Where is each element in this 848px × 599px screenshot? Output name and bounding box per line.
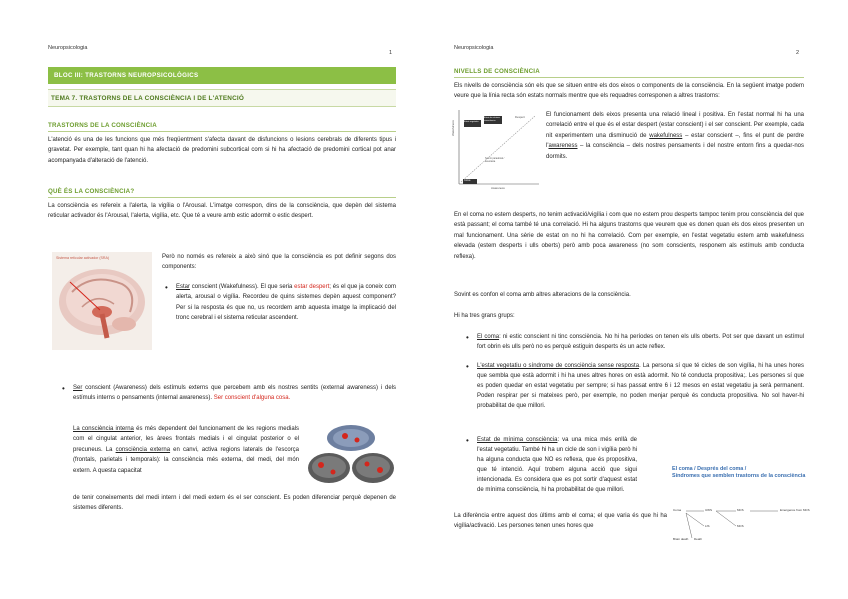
section-heading-trastorns: TRASTORNS DE LA CONSCIÈNCIA: [48, 122, 157, 129]
final-paragraph: La diferència entre aquest dos últims amb el coma; el que varia és que hi ha vigília/activació. Les persones tenen unes hores que: [454, 513, 667, 530]
red-highlight: Ser conscient d'alguna cosa.: [213, 395, 291, 402]
diagram-node: Emergence from MCS: [780, 508, 810, 512]
bullet-estar-conscient: Estar conscient (Wakefulness). El que seria estar despert; és el que ja coneix com alerta, arousal o vigília. Recordeu de quins sistemes depèn aquest component? Per si la resposta és que no, us recordem amb aquesta imatge la implicació del tronc cerebral i el sistema reticular ascendent.: [176, 284, 396, 322]
bullet-marker: •: [62, 384, 65, 393]
section-text-que-es: La consciència es refereix a l'alerta, la vigília o l'Arousal. L'imatge correspon, dins de la consciència, que depèn del sistema reticular activador és l'Arousal, l'alerta, vigília, etc. Que té a veure amb estic adormit o estic despert.: [48, 203, 396, 220]
nivells-intro: Els nivells de consciència són els que se situen entre els dos eixos o components de la consciència. En la següent imatge podem veure que la línia recta són estats normals mentre que els requadres corresponen a altres trastorns:: [454, 83, 804, 100]
diagram-node: MCS: [737, 524, 744, 528]
paragraph-final: de tenir coneixements del medi intern i del medi extern és el ser conscient. Es poden diferenciar perquè depenen de sistemes diferents.: [73, 495, 396, 512]
bloc-title-bar: BLOC III: TRASTORNS NEUROPSICOLÒGICS: [48, 67, 396, 84]
chart-box-vegetatiu: Estat vegetatiu: [464, 121, 479, 123]
coma-diagram-image: [670, 464, 848, 546]
grups-paragraph: Hi ha tres grans grups:: [454, 313, 515, 319]
diagram-node: Brain death: [673, 537, 689, 541]
section-text-trastorns: L'atenció és una de les funcions que més freqüentment s'afecta davant de disfuncions o lesions cerebrals de diferents tipus i gravetat. Per exemple, tant quan hi ha afectació de predomini subcortical com si hi ha afectació de predomini cortical pot anar acompanyada d'alteració de l'atenció.: [48, 137, 396, 164]
bullet-marker: •: [165, 283, 168, 292]
section-rule: [454, 77, 804, 78]
bullet-ser-conscient: Ser conscient (Awareness) dels estímuls externs que percebem amb els nostres sentits (external awareness) i dels estímuls interns o pensaments (internal awareness). Ser conscient d'alguna cosa.: [73, 385, 396, 402]
brain-sagittal-image: [52, 252, 152, 350]
running-header: Neuropsicologia: [454, 45, 494, 51]
chart-box-minima: Estat de mínima consciència: [484, 117, 500, 122]
chart-label-somni: Somni paradoxal / anestèsia: [485, 157, 505, 163]
page-number: 2: [796, 50, 800, 56]
diagram-title: El coma / Després del coma /: [672, 466, 747, 472]
group-minima-consciencia: Estat de mínima consciència: va una mica més enllà de l'estat vegetatiu. També hi ha un cicle de son i vigília però hi ha alguna conducta que NO es reflexa, que és propositiva, que té intenció. Aquí trobem alguna acció que sigui intencionada. Es considera que es pot sortir d'aquest estat de mínima consciència, hi ha probabilitat de que millori.: [477, 437, 637, 493]
diagram-arrows: [670, 464, 848, 546]
coma-paragraph: En el coma no estem desperts, no tenim activació/vigília i com que no estem prou desperts tampoc tenim prou consciència del que està passant; el coma també té una correlació. Hi ha alguns trastorns que veurem que es donen quan els dos eixos presenten un mal funcionament. Una sèrie de estat on no hi ha correlació. Com per exemple, en l'estat vegetatiu estem amb wakefulness elevada (estem desperts i ulls oberts) però amb poca awareness (no som conscients, responem als estímuls amb conducta reflexa).: [454, 212, 804, 260]
running-header: Neuropsicologia: [48, 45, 88, 51]
chart-ylabel: Wakefulness: [451, 120, 455, 136]
diagram-node: LIS: [705, 524, 710, 528]
underlined-term: Estar: [176, 284, 191, 290]
diagram-subtitle: Síndromes que semblen trastorns de la consciència: [672, 473, 806, 479]
brain-network-illustration: [305, 420, 397, 488]
chart-box-coma: Coma: [464, 179, 471, 182]
section-rule: [48, 197, 396, 198]
chart-xlabel: Awareness: [491, 186, 505, 190]
paragraph-consciencia-interna: La consciència interna és més dependent del funcionament de les regions medials com el cingulat anterior, les àrees frontals medials i el cingulat posterior o el precuneus. La consciència externa en canvi, activa regions laterals de l'escorça (frontals, parietals i temporals): la consciència més externa, del medi, del món extern. A questa capacitat: [73, 426, 300, 474]
diagram-node: Death: [694, 537, 703, 541]
image-caption: Sistema reticular activador (SRA): [56, 256, 110, 260]
tema-title-bar: TEMA 7. TRASTORNS DE LA CONSCIÈNCIA I DE L'ATENCIÓ: [48, 89, 396, 107]
page-2: [424, 0, 848, 599]
chart-label-despert: Despert: [515, 115, 525, 119]
bullet-marker: •: [466, 333, 469, 342]
group-coma: El coma: ni estic conscient ni tinc consciència. No hi ha períodes on tenen els ulls oberts. Pot ser que davant un estímul fort obrin els ulls però no es perquè estiguin desperts és un acte reflex.: [477, 334, 804, 350]
bullet-marker: •: [466, 436, 469, 445]
section-heading-nivells: NIVELLS DE CONSCIÈNCIA: [454, 68, 540, 75]
section-heading-que-es: QUÈ ÉS LA CONSCIÈNCIA?: [48, 188, 135, 195]
underlined-term: Ser: [73, 385, 83, 391]
bullet-marker: •: [466, 362, 469, 371]
consciousness-levels-chart: [451, 106, 543, 192]
sovint-paragraph: Sovint es confon el coma amb altres alteracions de la consciència.: [454, 292, 631, 298]
brain-lateral-images: [305, 420, 397, 488]
components-intro: Però no només es refereix a això sinó que la consciència es pot definir segons dos components:: [162, 254, 396, 271]
section-rule: [48, 131, 396, 132]
chart-explanation: [546, 110, 804, 162]
group-estat-vegetatiu: L'estat vegetatiu o síndrome de consciència sense resposta. La persona sí que té cicles de son vigília, hi ha unes hores que sembla que està adormit i hi ha unes altres hores on està adormit. No té conducta propositiva;. Les persones sí que es poden quedar en estat vegetatiu per sempre; si has passat entre 6 i 12 mesos en estat vegetatiu ja serà permanent. Poden respirar per si mateixes però, per exemple, no poden menjar perquè és conducta propositiva. No sol haver-hi probabilitat de que millori.: [477, 363, 804, 409]
chart-explanation-text: El funcionament dels eixos presenta una relació lineal i positiva. En l'estat normal hi ha una correlació entre el que és el estar despert (estar conscient) i el ser conscient. Per exemple, cada nit experimentem una disminució de wakefulness – estar conscient –, fins el punt de perdre l'awareness – la consciència – dels nostres pensaments i del nostre entorn fins a quedar-nos dormits.: [546, 112, 805, 160]
brain-sagittal-illustration: [52, 252, 152, 350]
diagram-node: Coma: [673, 508, 682, 512]
diagram-node: UWS: [705, 508, 712, 512]
page-number: 1: [389, 50, 393, 56]
diagram-node: MCS: [737, 508, 744, 512]
red-highlight: estar despert: [294, 284, 330, 290]
